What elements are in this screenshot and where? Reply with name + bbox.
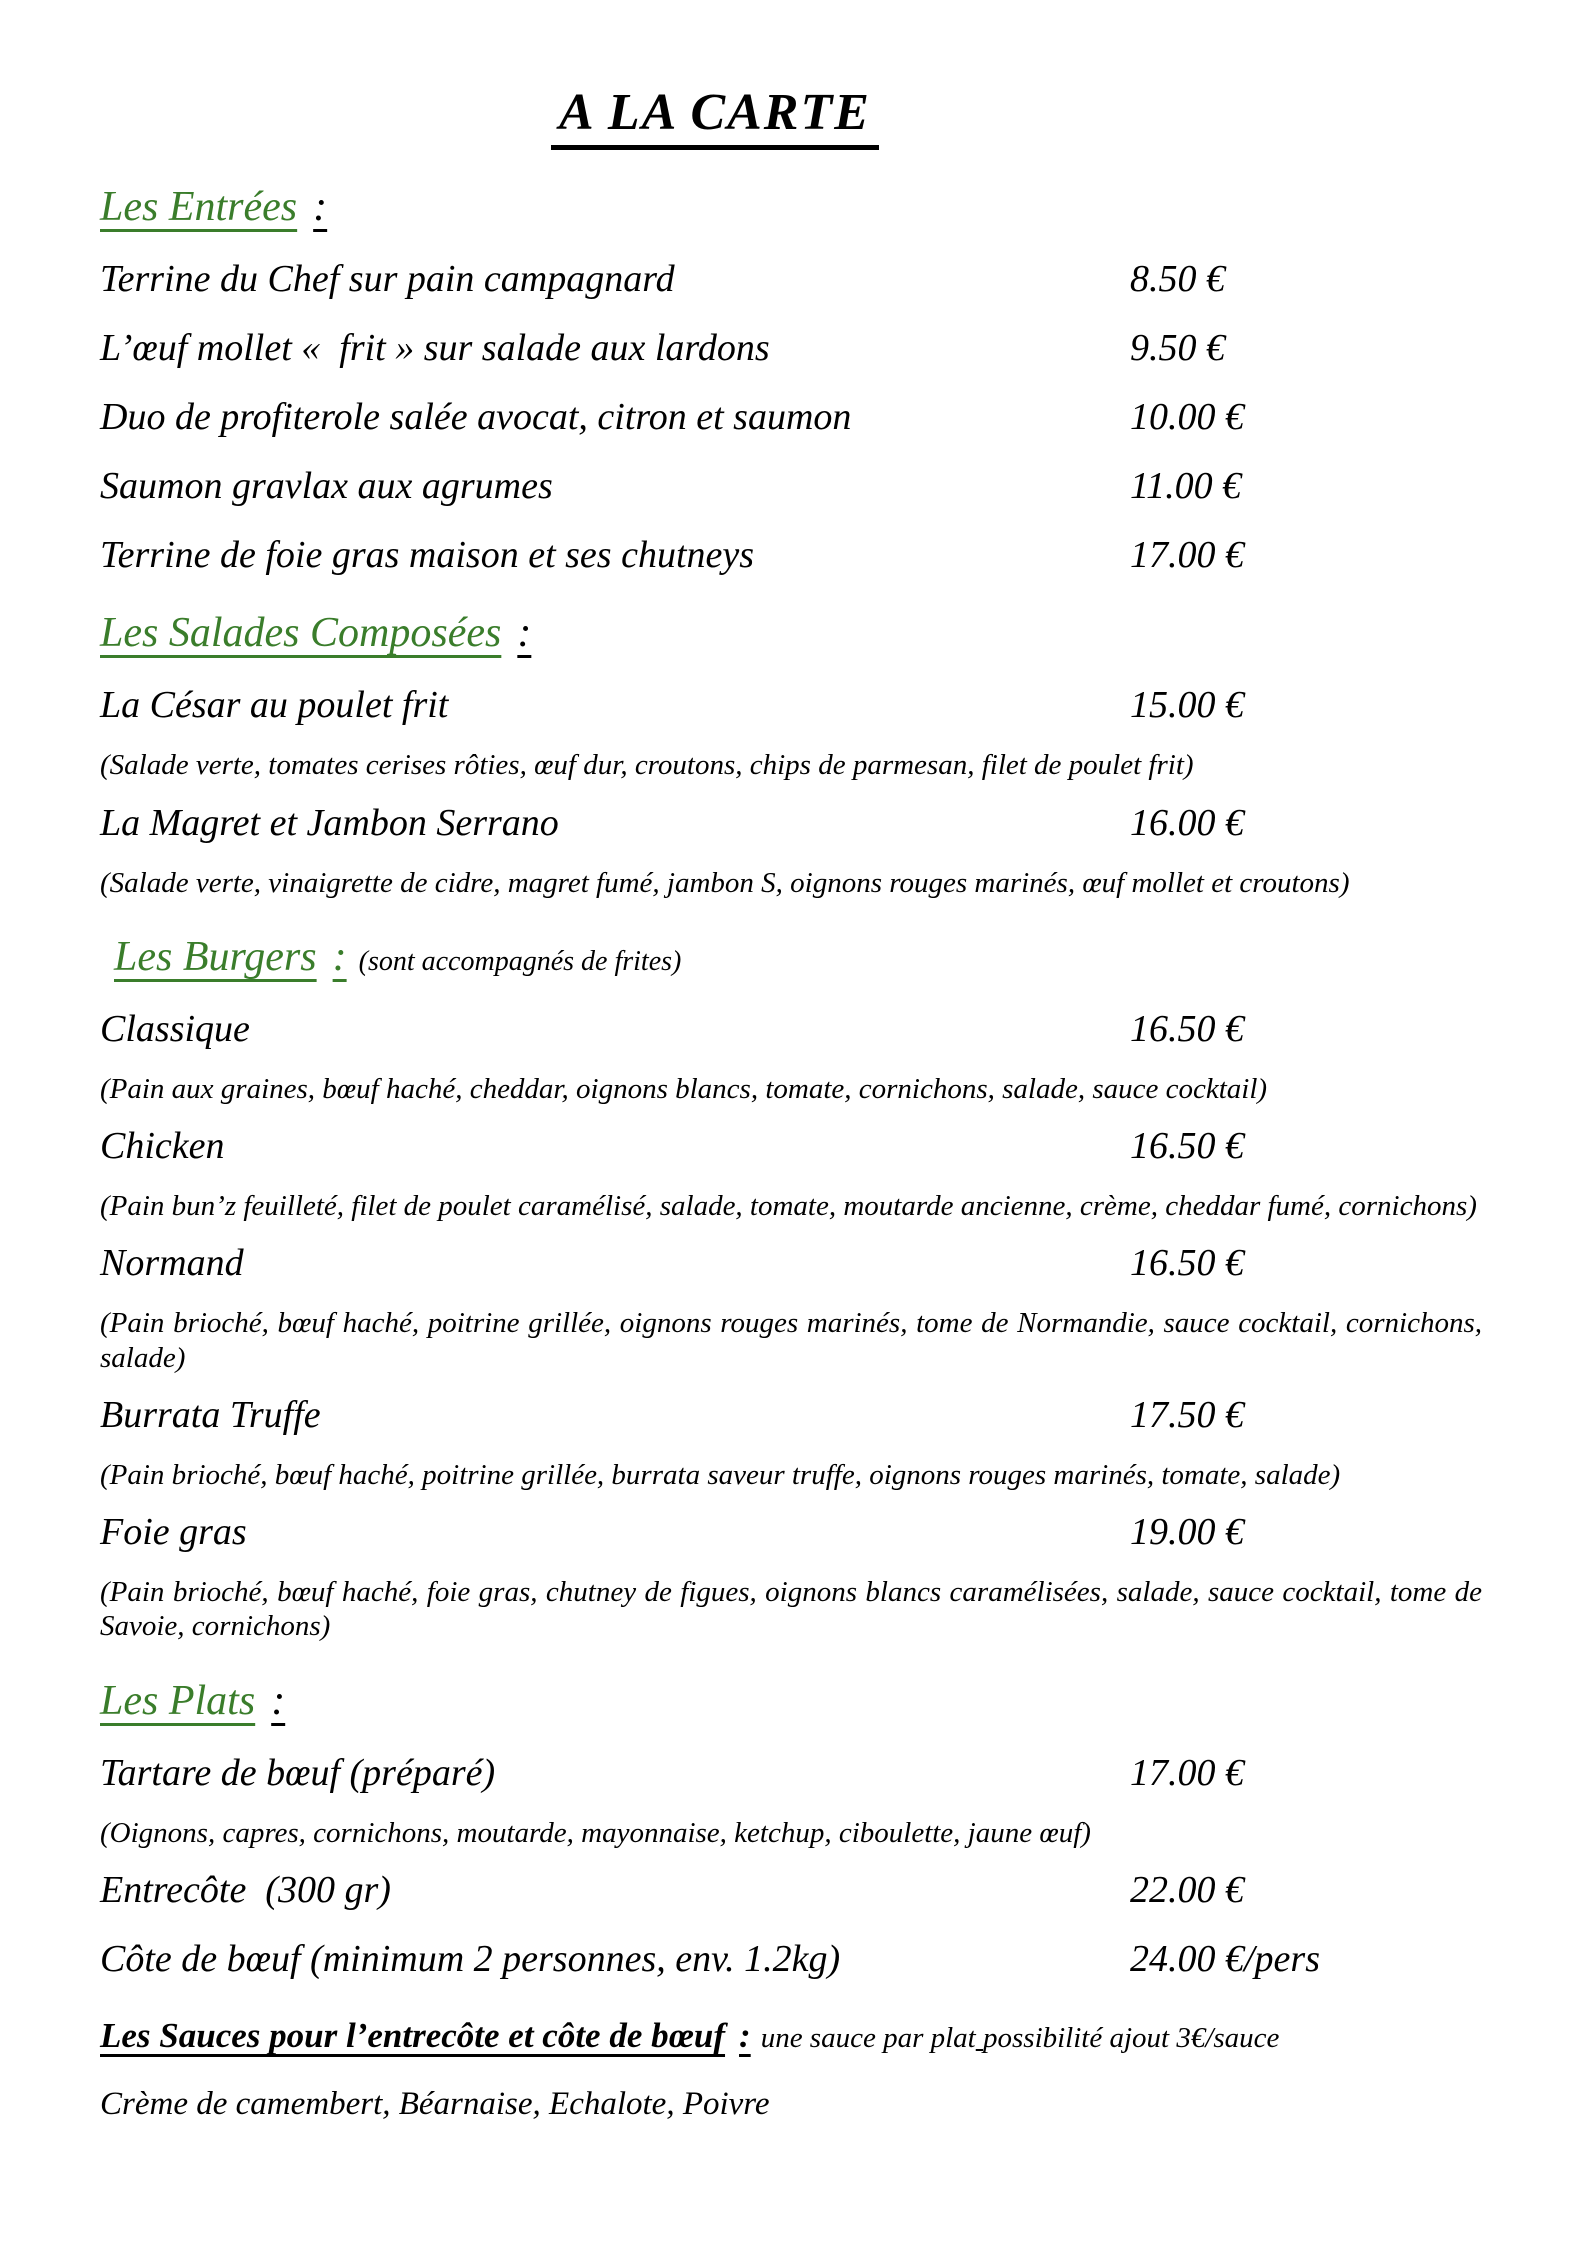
item-name: L’œuf mollet « frit » sur salade aux lardons bbox=[100, 327, 770, 370]
item-price: 17.00 € bbox=[1130, 534, 1244, 577]
item-name: Entrecôte (300 gr) bbox=[100, 1868, 391, 1911]
section-title: Les Salades Composées bbox=[100, 610, 502, 657]
sauces-note: une sauce par plat bbox=[760, 2021, 976, 2054]
item-description: (Pain aux graines, bœuf haché, cheddar, oignons blancs, tomate, cornichons, salade, sauce cocktail) bbox=[100, 1072, 1268, 1105]
item-name: Terrine du Chef sur pain campagnard bbox=[100, 258, 675, 301]
item-name: Saumon gravlax aux agrumes bbox=[100, 465, 553, 508]
sauces-heading: Les Sauces pour l’entrecôte et côte de bœuf bbox=[100, 2015, 726, 2055]
menu-item bbox=[100, 1512, 1490, 1553]
menu-item bbox=[100, 259, 1490, 300]
item-name: Tartare de bœuf (préparé) bbox=[100, 1751, 496, 1794]
sauces-note: possibilité ajout 3€/sauce bbox=[983, 2021, 1280, 2054]
item-description: (Pain bun’z feuilleté, filet de poulet caramélisé, salade, tomate, moutarde ancienne, crème, cheddar fumé, cornichons) bbox=[100, 1190, 1477, 1223]
item-description: (Pain brioché, bœuf haché, foie gras, chutney de figues, oignons blancs caramélisées, salade, sauce cocktail, tome de Savoie, cornichons) bbox=[100, 1576, 1482, 1643]
item-name: La César au poulet frit bbox=[100, 684, 449, 727]
section-colon: : bbox=[332, 933, 347, 980]
section-heading-burgers bbox=[100, 934, 1490, 981]
sauces-note-underscore bbox=[976, 2022, 983, 2054]
section-heading-salades bbox=[100, 610, 1490, 657]
menu-title-wrap bbox=[100, 0, 1330, 150]
menu-item bbox=[100, 1009, 1490, 1050]
menu-item bbox=[100, 466, 1490, 507]
sauces-heading-line bbox=[100, 2016, 1490, 2056]
item-description: (Oignons, capres, cornichons, moutarde, mayonnaise, ketchup, ciboulette, jaune œuf) bbox=[100, 1816, 1091, 1849]
item-price: 16.50 € bbox=[1130, 1242, 1244, 1285]
section-title: Les Burgers bbox=[114, 933, 317, 980]
item-name: Terrine de foie gras maison et ses chutneys bbox=[100, 534, 755, 577]
menu-item bbox=[100, 685, 1490, 726]
item-description: (Salade verte, vinaigrette de cidre, magret fumé, jambon S, oignons rouges marinés, œuf mollet et croutons) bbox=[100, 866, 1350, 899]
menu-item bbox=[100, 1939, 1490, 1980]
menu-item bbox=[100, 535, 1490, 576]
item-name: La Magret et Jambon Serrano bbox=[100, 801, 559, 844]
menu-item bbox=[100, 1753, 1490, 1794]
item-price: 24.00 €/pers bbox=[1130, 1937, 1320, 1980]
menu-item bbox=[100, 1243, 1490, 1284]
item-description: (Salade verte, tomates cerises rôties, œuf dur, croutons, chips de parmesan, filet de poulet frit) bbox=[100, 749, 1194, 782]
item-description: (Pain brioché, bœuf haché, poitrine grillée, oignons rouges marinés, tome de Normandie, sauce cocktail, cornichons, salade) bbox=[100, 1307, 1482, 1374]
item-name: Foie gras bbox=[100, 1511, 247, 1554]
section-title: Les Entrées bbox=[100, 184, 298, 231]
menu-item bbox=[100, 803, 1490, 844]
section-heading-plats bbox=[100, 1678, 1490, 1725]
menu-item bbox=[100, 328, 1490, 369]
menu-item bbox=[100, 1870, 1490, 1911]
item-name: Burrata Truffe bbox=[100, 1393, 321, 1436]
menu-item bbox=[100, 1395, 1490, 1436]
item-name: Côte de bœuf (minimum 2 personnes, env. 1.2kg) bbox=[100, 1937, 841, 1980]
menu-item bbox=[100, 1126, 1490, 1167]
menu-item bbox=[100, 397, 1490, 438]
item-description: (Pain brioché, bœuf haché, poitrine grillée, burrata saveur truffe, oignons rouges marinés, tomate, salade) bbox=[100, 1458, 1341, 1491]
item-price: 17.50 € bbox=[1130, 1393, 1244, 1436]
item-price: 17.00 € bbox=[1130, 1751, 1244, 1794]
section-note: (sont accompagnés de frites) bbox=[358, 945, 682, 977]
sauces-colon: : bbox=[739, 2015, 751, 2055]
section-title: Les Plats bbox=[100, 1677, 256, 1724]
item-price: 8.50 € bbox=[1130, 258, 1225, 301]
section-colon: : bbox=[517, 610, 532, 657]
item-price: 10.00 € bbox=[1130, 396, 1244, 439]
item-price: 11.00 € bbox=[1130, 465, 1242, 508]
item-name: Chicken bbox=[100, 1125, 225, 1168]
item-name: Duo de profiterole salée avocat, citron et saumon bbox=[100, 396, 852, 439]
section-colon: : bbox=[271, 1677, 286, 1724]
section-heading-entrees bbox=[100, 184, 1490, 231]
item-price: 22.00 € bbox=[1130, 1868, 1244, 1911]
item-price: 15.00 € bbox=[1130, 684, 1244, 727]
item-price: 16.50 € bbox=[1130, 1125, 1244, 1168]
item-price: 16.00 € bbox=[1130, 801, 1244, 844]
item-price: 16.50 € bbox=[1130, 1007, 1244, 1050]
item-name: Classique bbox=[100, 1007, 250, 1050]
item-price: 19.00 € bbox=[1130, 1511, 1244, 1554]
section-colon: : bbox=[313, 184, 328, 231]
item-name: Normand bbox=[100, 1242, 244, 1285]
item-price: 9.50 € bbox=[1130, 327, 1225, 370]
menu-title: A LA CARTE bbox=[551, 84, 879, 150]
sauces-list: Crème de camembert, Béarnaise, Echalote, Poivre bbox=[100, 2086, 770, 2123]
